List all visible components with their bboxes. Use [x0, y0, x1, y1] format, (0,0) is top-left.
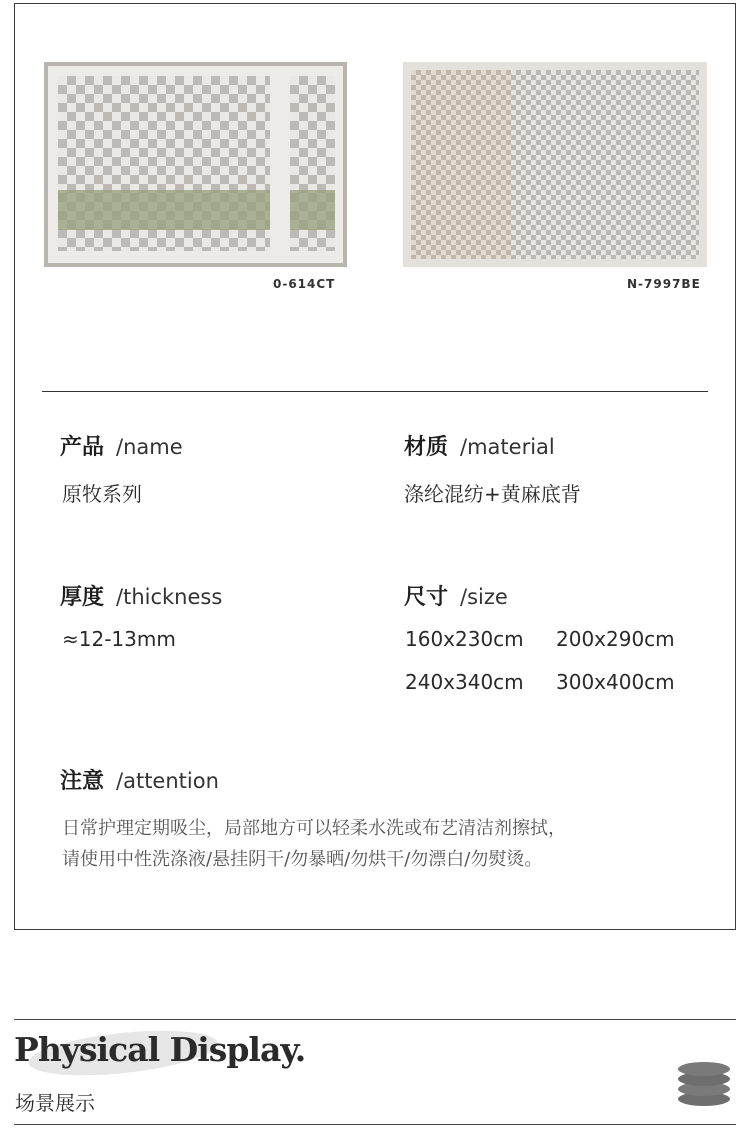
rug-image-n-7997be	[403, 62, 707, 267]
spec-label-thickness: 厚度 /thickness	[60, 585, 223, 610]
product-code: 0-614CT	[273, 277, 336, 291]
spec-value-thickness: ≈12-13mm	[62, 627, 176, 651]
product-code: N-7997BE	[627, 277, 701, 291]
spec-label-name: 产品 /name	[60, 435, 183, 460]
care-note-line: 日常护理定期吸尘，局部地方可以轻柔水洗或布艺清洁剂擦拭，	[62, 818, 566, 839]
header-rule-top	[14, 1019, 736, 1020]
rug-image-0-614ct	[44, 62, 347, 267]
header-rule-bottom	[14, 1124, 736, 1125]
stacked-discs-icon	[677, 1060, 731, 1106]
size-option: 200x290cm	[556, 627, 675, 651]
size-option: 300x400cm	[556, 670, 675, 694]
section-divider	[42, 391, 708, 392]
section-title: Physical Display.	[14, 1030, 306, 1069]
size-option: 240x340cm	[405, 670, 524, 694]
spec-label-size: 尺寸 /size	[404, 585, 508, 610]
size-option: 160x230cm	[405, 627, 524, 651]
spec-label-material: 材质 /material	[404, 435, 555, 460]
spec-label-attention: 注意 /attention	[60, 769, 219, 794]
spec-value-material: 涤纶混纺+黄麻底背	[404, 482, 581, 506]
spec-value-name: 原牧系列	[62, 482, 142, 506]
care-note-line: 请使用中性洗涤液/悬挂阴干/勿暴晒/勿烘干/勿漂白/勿熨烫。	[62, 849, 543, 870]
section-subtitle: 场景展示	[15, 1091, 95, 1115]
